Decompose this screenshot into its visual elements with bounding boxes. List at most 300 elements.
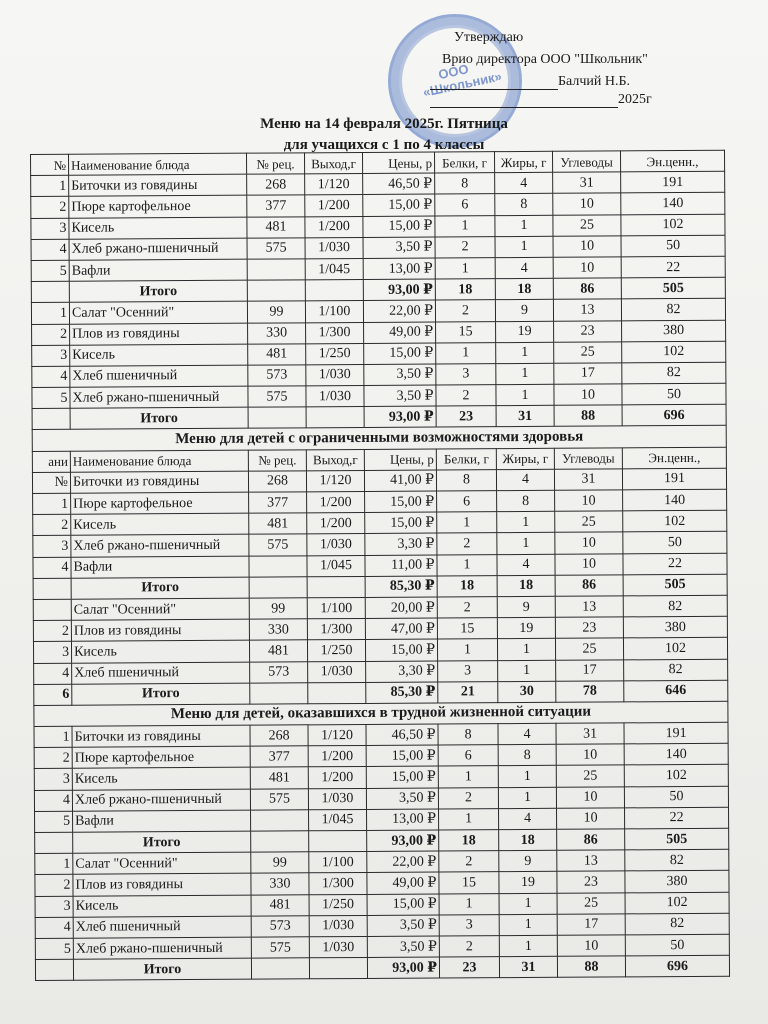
cell-num: 2 (33, 620, 71, 641)
cell-num: 2 (32, 324, 70, 345)
cell-recipe: № рец. (246, 153, 304, 175)
cell-carbs: 13 (555, 596, 623, 618)
cell-energy: 102 (621, 214, 725, 236)
cell-portion: 1/200 (308, 767, 366, 789)
cell-carbs: 86 (555, 575, 623, 597)
cell-price: 15,00 ₽ (364, 343, 436, 365)
cell-energy: 82 (623, 595, 727, 617)
cell-portion: 1/045 (307, 555, 365, 577)
cell-carbs: 17 (554, 363, 622, 385)
cell-energy: 102 (623, 510, 727, 532)
cell-portion: 1/250 (306, 343, 364, 365)
cell-dish: Кисель (69, 217, 247, 239)
cell-protein: 1 (439, 893, 499, 915)
cell-fat: 8 (497, 490, 555, 512)
cell-price: 3,50 ₽ (367, 936, 439, 958)
cell-energy: 140 (621, 193, 725, 215)
cell-protein: 18 (437, 575, 497, 597)
cell-recipe: 99 (249, 598, 307, 620)
cell-num: 1 (31, 175, 69, 196)
cell-dish: Плов из говядины (71, 619, 249, 641)
cell-price: 11,00 ₽ (365, 555, 437, 577)
cell-portion: 1/030 (307, 534, 365, 556)
cell-protein: 15 (437, 618, 497, 640)
cell-protein: 21 (438, 681, 498, 703)
cell-dish: Вафли (69, 259, 247, 281)
cell-recipe: 99 (247, 301, 305, 323)
cell-num (32, 409, 70, 430)
cell-carbs: 10 (554, 384, 622, 406)
cell-price: 3,50 ₽ (367, 915, 439, 937)
approval-heading: Утверждаю (454, 30, 524, 45)
cell-fat: 19 (496, 321, 554, 343)
cell-carbs: 88 (557, 956, 625, 978)
total-row (35, 955, 729, 980)
cell-energy: 505 (621, 277, 725, 299)
cell-carbs: 10 (553, 193, 621, 215)
cell-portion: 1/030 (309, 915, 367, 937)
cell-carbs: 25 (554, 342, 622, 364)
cell-dish: Хлеб ржано-пшеничный (72, 789, 250, 811)
cell-price: 15,00 ₽ (365, 639, 437, 661)
cell-dish: Хлеб ржано-пшеничный (70, 386, 248, 408)
approval-signer: Балчий Н.Б. (558, 74, 631, 89)
cell-fat: 1 (498, 766, 556, 788)
cell-fat: 31 (499, 956, 557, 978)
cell-portion: Выход,г (304, 152, 362, 174)
cell-carbs: Углеводы (552, 151, 620, 173)
cell-protein: 3 (439, 914, 499, 936)
cell-price: 13,00 ₽ (367, 809, 439, 831)
cell-carbs: 10 (553, 236, 621, 258)
cell-energy: 102 (625, 892, 729, 914)
cell-fat: 30 (498, 681, 556, 703)
cell-fat: 8 (495, 194, 553, 216)
cell-recipe (247, 280, 305, 302)
cell-energy: 50 (622, 383, 726, 405)
cell-carbs: 25 (553, 214, 621, 236)
cell-carbs: Углеводы (554, 448, 622, 470)
cell-protein: 18 (435, 279, 495, 301)
cell-dish: Кисель (73, 895, 251, 917)
cell-portion: 1/030 (308, 661, 366, 683)
cell-carbs: 10 (556, 787, 624, 809)
cell-recipe: 481 (251, 894, 309, 916)
cell-dish: Пюре картофельное (71, 492, 249, 514)
cell-portion (309, 830, 367, 852)
cell-portion: 1/250 (309, 894, 367, 916)
cell-fat: 4 (498, 723, 556, 745)
cell-fat: 4 (497, 554, 555, 576)
cell-portion: 1/030 (305, 237, 363, 259)
cell-fat: 19 (497, 617, 555, 639)
cell-recipe (249, 577, 307, 599)
cell-fat: 1 (497, 639, 555, 661)
cell-num: 2 (34, 748, 72, 769)
cell-num (33, 599, 71, 620)
cell-fat: 1 (496, 384, 554, 406)
cell-num (31, 281, 69, 302)
cell-carbs: 23 (557, 871, 625, 893)
cell-num: 5 (31, 260, 69, 281)
cell-fat: 4 (499, 808, 557, 830)
cell-recipe: 481 (249, 640, 307, 662)
cell-portion (307, 576, 365, 598)
cell-dish: Плов из говядины (73, 874, 251, 896)
cell-dish: Хлеб ржано-пшеничный (71, 535, 249, 557)
cell-recipe: 573 (251, 916, 309, 938)
cell-dish: Кисель (71, 513, 249, 535)
cell-energy: 191 (621, 171, 725, 193)
cell-price: 15,00 ₽ (367, 894, 439, 916)
cell-recipe: 330 (248, 322, 306, 344)
cell-dish: Кисель (72, 768, 250, 790)
cell-dish: Пюре картофельное (69, 196, 247, 218)
approval-position: Врио директора ООО "Школьник" (442, 52, 648, 67)
cell-price: 85,30 ₽ (365, 576, 437, 598)
cell-num: 4 (34, 790, 72, 811)
cell-carbs: 25 (557, 892, 625, 914)
cell-price: 15,00 ₽ (365, 512, 437, 534)
cell-recipe: 481 (250, 767, 308, 789)
cell-protein: Белки, г (434, 152, 494, 174)
cell-carbs: 23 (554, 320, 622, 342)
cell-num: 1 (31, 303, 69, 324)
cell-energy: 696 (625, 955, 729, 977)
cell-price: 15,00 ₽ (365, 491, 437, 513)
cell-protein: 2 (437, 533, 497, 555)
cell-recipe: 99 (251, 852, 309, 874)
cell-num: ани (32, 451, 70, 472)
approval-year: 2025г (618, 92, 652, 107)
cell-fat: 19 (499, 872, 557, 894)
cell-price: 3,50 ₽ (364, 364, 436, 386)
cell-price: Цены, р (362, 152, 434, 174)
cell-carbs: 13 (557, 850, 625, 872)
cell-price: Цены, р (364, 449, 436, 471)
cell-protein: 6 (435, 194, 495, 216)
cell-carbs: 23 (555, 617, 623, 639)
cell-protein: 2 (435, 236, 495, 258)
cell-fat: 1 (496, 342, 554, 364)
cell-carbs: 86 (553, 278, 621, 300)
cell-num: 3 (32, 345, 70, 366)
cell-price: 3,50 ₽ (364, 385, 436, 407)
cell-num: 3 (34, 769, 72, 790)
cell-energy: 646 (624, 680, 728, 702)
cell-energy: 380 (623, 616, 727, 638)
cell-protein: 2 (439, 936, 499, 958)
cell-recipe: 573 (248, 365, 306, 387)
cell-price: 93,00 ₽ (363, 279, 435, 301)
cell-energy: 140 (623, 489, 727, 511)
cell-recipe: 377 (249, 492, 307, 514)
cell-dish: Наименование блюда (70, 450, 248, 472)
cell-price: 93,00 ₽ (367, 957, 439, 979)
cell-price: 3,50 ₽ (363, 237, 435, 259)
cell-price: 22,00 ₽ (363, 300, 435, 322)
cell-dish: Итого (73, 831, 251, 853)
cell-recipe: 575 (251, 937, 309, 959)
cell-recipe: 377 (247, 195, 305, 217)
cell-num: № (32, 472, 70, 493)
cell-price: 15,00 ₽ (366, 766, 438, 788)
cell-carbs: 17 (556, 659, 624, 681)
section-title: Меню для детей с ограниченными возможностями здоровья (32, 426, 726, 451)
cell-portion: 1/200 (305, 216, 363, 238)
cell-dish: Вафли (73, 810, 251, 832)
cell-portion: 1/030 (306, 386, 364, 408)
cell-protein: 1 (438, 766, 498, 788)
cell-num: 1 (33, 493, 71, 514)
cell-recipe: 330 (251, 873, 309, 895)
cell-energy: 505 (625, 828, 729, 850)
cell-carbs: 31 (554, 469, 622, 491)
cell-protein: 1 (435, 258, 495, 280)
cell-fat: Жиры, г (494, 151, 552, 173)
cell-recipe (250, 683, 308, 705)
cell-fat: 18 (495, 278, 553, 300)
cell-price: 93,00 ₽ (364, 406, 436, 428)
cell-portion: 1/030 (308, 788, 366, 810)
cell-fat: 4 (496, 469, 554, 491)
cell-num: 3 (33, 536, 71, 557)
menu-subtitle: для учащихся с 1 по 4 классы (283, 137, 485, 153)
cell-dish: Хлеб ржано-пшеничный (73, 937, 251, 959)
cell-carbs: 10 (557, 935, 625, 957)
cell-energy: 380 (625, 871, 729, 893)
cell-price: 15,00 ₽ (366, 745, 438, 767)
cell-protein: 8 (435, 173, 495, 195)
stamp-text: ООО «Школьник» (421, 61, 503, 100)
cell-energy: 82 (621, 299, 725, 321)
cell-num: 5 (35, 811, 73, 832)
cell-protein: 1 (435, 215, 495, 237)
cell-price: 46,50 ₽ (363, 173, 435, 195)
cell-energy: 22 (621, 256, 725, 278)
cell-recipe (248, 407, 306, 429)
cell-price: 41,00 ₽ (364, 470, 436, 492)
cell-portion: 1/200 (307, 513, 365, 535)
cell-recipe (249, 555, 307, 577)
cell-carbs: 25 (555, 511, 623, 533)
cell-protein: 23 (436, 406, 496, 428)
cell-protein: 3 (438, 660, 498, 682)
cell-recipe: 330 (249, 619, 307, 641)
cell-num: 4 (32, 366, 70, 387)
cell-carbs: 86 (557, 829, 625, 851)
cell-num (33, 578, 71, 599)
cell-recipe: 573 (250, 661, 308, 683)
cell-energy: 696 (622, 405, 726, 427)
cell-portion (306, 407, 364, 429)
cell-dish: Биточки из говядины (69, 174, 247, 196)
cell-protein: 8 (436, 469, 496, 491)
cell-num (35, 959, 73, 980)
cell-dish: Биточки из говядины (70, 471, 248, 493)
cell-energy: 82 (622, 362, 726, 384)
cell-recipe: 481 (247, 216, 305, 238)
cell-dish: Кисель (70, 344, 248, 366)
cell-price: 3,50 ₽ (366, 788, 438, 810)
cell-num: 5 (35, 938, 73, 959)
cell-price: 13,00 ₽ (363, 258, 435, 280)
cell-energy: 191 (624, 722, 728, 744)
cell-dish: Кисель (71, 640, 249, 662)
cell-portion: 1/030 (306, 364, 364, 386)
cell-protein: 15 (436, 321, 496, 343)
cell-protein: 23 (439, 957, 499, 979)
cell-fat: 4 (495, 172, 553, 194)
cell-portion: 1/200 (307, 491, 365, 513)
cell-num: 2 (35, 875, 73, 896)
cell-dish: Итого (70, 407, 248, 429)
cell-fat: 1 (498, 660, 556, 682)
cell-carbs: 25 (556, 765, 624, 787)
cell-recipe: 481 (248, 344, 306, 366)
cell-energy: 505 (623, 574, 727, 596)
cell-protein: 1 (437, 512, 497, 534)
section-title: Меню для детей, оказавшихся в трудной жизненной ситуации (34, 701, 728, 726)
cell-recipe: 268 (247, 174, 305, 196)
cell-dish: Хлеб пшеничный (72, 662, 250, 684)
cell-energy: 102 (623, 638, 727, 660)
cell-dish: Салат "Осенний" (73, 852, 251, 874)
cell-dish: Вафли (71, 556, 249, 578)
cell-energy: 102 (624, 765, 728, 787)
cell-fat: 1 (496, 363, 554, 385)
cell-energy: 191 (622, 468, 726, 490)
cell-dish: Итого (73, 958, 251, 980)
cell-num: № (31, 154, 69, 175)
cell-energy: 22 (625, 807, 729, 829)
cell-portion: 1/300 (307, 619, 365, 641)
cell-dish: Плов из говядины (70, 323, 248, 345)
cell-energy: 82 (624, 659, 728, 681)
cell-dish: Хлеб ржано-пшеничный (69, 238, 247, 260)
cell-energy: 82 (625, 849, 729, 871)
cell-portion: 1/100 (309, 852, 367, 874)
cell-portion: 1/030 (309, 936, 367, 958)
cell-fat: 1 (497, 511, 555, 533)
cell-energy: 50 (624, 786, 728, 808)
cell-fat: 18 (497, 575, 555, 597)
cell-carbs: 10 (556, 744, 624, 766)
cell-portion: 1/120 (306, 470, 364, 492)
cell-recipe: 575 (249, 534, 307, 556)
cell-protein: 2 (437, 597, 497, 619)
cell-carbs: 10 (553, 257, 621, 279)
cell-dish: Хлеб пшеничный (73, 916, 251, 938)
cell-energy: 50 (623, 532, 727, 554)
cell-portion: 1/200 (308, 746, 366, 768)
cell-protein: 8 (438, 724, 498, 746)
cell-fat: 1 (498, 787, 556, 809)
cell-num: 3 (31, 218, 69, 239)
cell-protein: 6 (438, 745, 498, 767)
cell-protein: 6 (437, 491, 497, 513)
cell-num: 1 (35, 853, 73, 874)
cell-price: 49,00 ₽ (367, 872, 439, 894)
cell-energy: 22 (623, 553, 727, 575)
cell-fat: 9 (499, 850, 557, 872)
cell-portion: 1/250 (307, 640, 365, 662)
cell-portion: 1/120 (308, 725, 366, 747)
cell-carbs: 13 (553, 299, 621, 321)
cell-price: 85,30 ₽ (366, 682, 438, 704)
cell-recipe (247, 259, 305, 281)
cell-protein: 1 (437, 639, 497, 661)
cell-num: 4 (35, 917, 73, 938)
cell-energy: 50 (621, 235, 725, 257)
cell-dish: Итого (72, 683, 250, 705)
cell-portion: 1/120 (305, 174, 363, 196)
cell-energy: 82 (625, 913, 729, 935)
menu-title: Меню на 14 февраля 2025г. Пятница (260, 116, 508, 132)
cell-portion: 1/100 (307, 597, 365, 619)
cell-carbs: 31 (553, 172, 621, 194)
cell-recipe: № рец. (248, 449, 306, 471)
cell-recipe: 481 (249, 513, 307, 535)
cell-price: 49,00 ₽ (364, 322, 436, 344)
cell-num: 1 (34, 726, 72, 747)
approval-date-line (430, 92, 652, 108)
cell-price: 46,50 ₽ (366, 724, 438, 746)
cell-num: 5 (32, 387, 70, 408)
cell-dish: Итого (69, 280, 247, 302)
cell-fat: 1 (495, 236, 553, 258)
cell-carbs: 10 (557, 808, 625, 830)
cell-protein: 3 (436, 364, 496, 386)
cell-price: 15,00 ₽ (363, 216, 435, 238)
cell-portion: 1/045 (309, 809, 367, 831)
cell-price: 20,00 ₽ (365, 597, 437, 619)
cell-num: 4 (31, 239, 69, 260)
cell-price: 3,30 ₽ (366, 661, 438, 683)
cell-num: 4 (33, 557, 71, 578)
cell-protein: 1 (436, 342, 496, 364)
cell-fat: 9 (497, 596, 555, 618)
cell-portion: Выход,г (306, 449, 364, 471)
cell-fat: 8 (498, 745, 556, 767)
cell-energy: Эн.ценн., (620, 150, 724, 172)
cell-portion: 1/045 (305, 258, 363, 280)
cell-energy: 50 (625, 934, 729, 956)
cell-fat: Жиры, г (496, 448, 554, 470)
cell-recipe: 268 (250, 725, 308, 747)
cell-recipe: 575 (248, 386, 306, 408)
cell-recipe: 377 (250, 746, 308, 768)
cell-carbs: 25 (555, 638, 623, 660)
cell-recipe (251, 831, 309, 853)
cell-carbs: 88 (554, 405, 622, 427)
cell-fat: 31 (496, 406, 554, 428)
cell-num: 2 (31, 197, 69, 218)
cell-portion: 1/300 (309, 873, 367, 895)
cell-fat: 1 (499, 914, 557, 936)
cell-carbs: 10 (555, 532, 623, 554)
cell-num (35, 832, 73, 853)
cell-dish: Хлеб пшеничный (70, 365, 248, 387)
cell-price: 22,00 ₽ (367, 851, 439, 873)
cell-dish: Наименование блюда (69, 153, 247, 175)
cell-fat: 18 (499, 829, 557, 851)
cell-fat: 1 (499, 935, 557, 957)
cell-fat: 4 (495, 257, 553, 279)
cell-protein: 15 (439, 872, 499, 894)
cell-protein: 2 (438, 787, 498, 809)
cell-portion: 1/100 (305, 301, 363, 323)
